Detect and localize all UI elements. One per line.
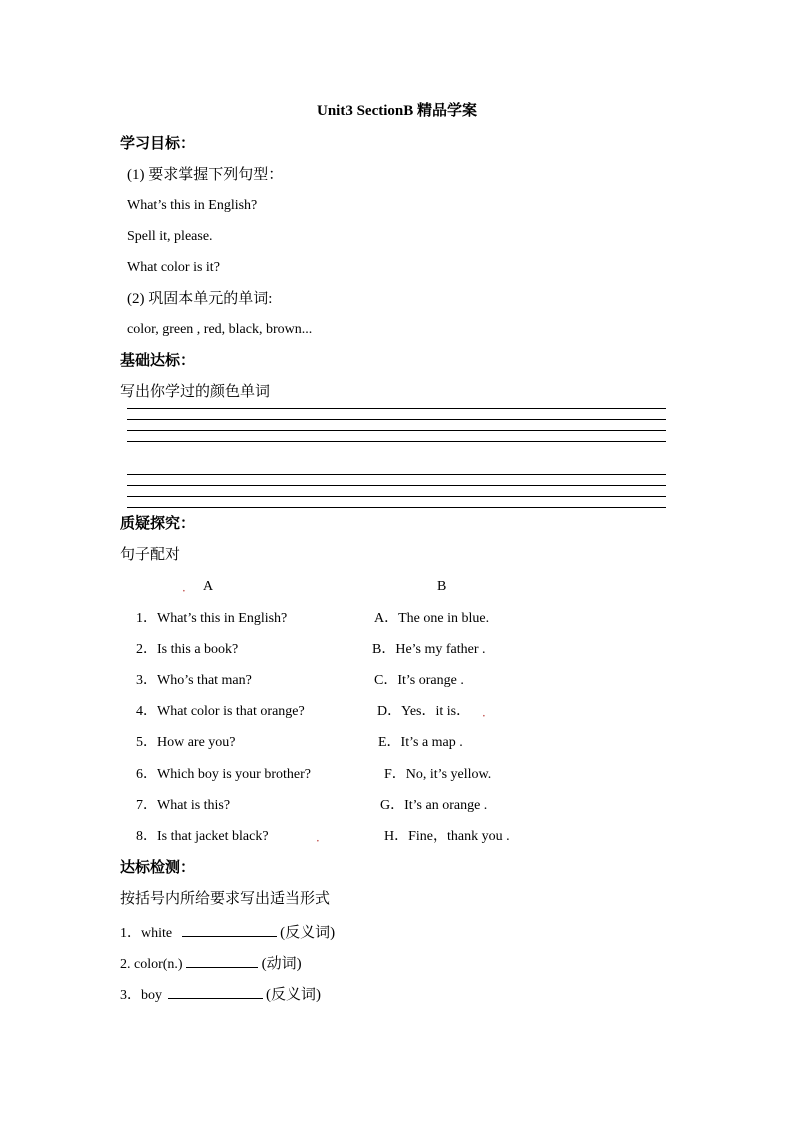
column-b-header: B	[437, 579, 447, 594]
page-title: Unit3 SectionB 精品学案	[316, 103, 477, 119]
mark-dot: ．	[316, 830, 329, 844]
sentence-1: What’s this in English?	[127, 198, 258, 213]
writing-line	[127, 474, 666, 475]
test-item-prefix: 2. color(n.)	[120, 957, 183, 972]
test-item-suffix: (反义词)	[266, 987, 321, 1003]
inquiry-prompt: 句子配对	[120, 547, 181, 563]
answer-blank[interactable]	[182, 924, 277, 937]
question-2: 2．Is this a book?	[136, 642, 239, 657]
answer-f: F．No, it’s yellow.	[384, 767, 492, 782]
writing-line	[127, 430, 666, 431]
question-3: 3．Who’s that man?	[136, 673, 252, 688]
basics-heading: 基础达标：	[120, 353, 196, 369]
answer-h: H．Fine，thank you .	[384, 829, 510, 844]
sentence-2: Spell it, please.	[127, 229, 213, 244]
test-item-suffix: (动词)	[261, 956, 302, 972]
objective-2-label: (2) 巩固本单元的单词:	[127, 291, 273, 307]
answer-blank[interactable]	[186, 955, 258, 968]
question-7: 7．What is this?	[136, 798, 231, 813]
answer-a: A．The one in blue.	[374, 611, 490, 626]
objective-1-label: (1) 要求掌握下列句型：	[127, 167, 284, 183]
inquiry-heading: 质疑探究：	[120, 516, 196, 532]
writing-line	[127, 408, 666, 409]
test-item-1	[120, 924, 335, 941]
question-5: 5．How are you?	[136, 735, 236, 750]
column-a-header: A	[203, 579, 214, 594]
answer-e: E．It’s a map .	[378, 735, 463, 750]
test-item-prefix: 1．white	[120, 926, 176, 941]
test-item-suffix: (反义词)	[280, 925, 336, 941]
question-1: 1．What’s this in English?	[136, 611, 288, 626]
test-prompt: 按括号内所给要求写出适当形式	[120, 891, 331, 907]
answer-g: G．It’s an orange .	[380, 798, 488, 813]
writing-line	[127, 485, 666, 486]
answer-d: D．Yes．it is．	[377, 704, 471, 719]
question-6: 6．Which boy is your brother?	[136, 767, 311, 782]
test-item-3	[120, 986, 321, 1003]
test-heading: 达标检测：	[120, 860, 196, 876]
question-4: 4．What color is that orange?	[136, 704, 305, 719]
mark-dot: ．	[482, 705, 495, 719]
word-list: color, green , red, black, brown...	[127, 322, 313, 337]
answer-b: B．He’s my father .	[372, 642, 486, 657]
test-item-2	[120, 955, 302, 972]
test-item-prefix: 3．boy	[120, 988, 166, 1003]
answer-blank[interactable]	[168, 986, 263, 999]
basics-prompt: 写出你学过的颜色单词	[120, 384, 271, 400]
objectives-heading: 学习目标：	[120, 136, 196, 152]
mark-dot: ．	[182, 580, 195, 594]
answer-c: C．It’s orange .	[374, 673, 464, 688]
writing-line	[127, 496, 666, 497]
question-8: 8．Is that jacket black?	[136, 829, 269, 844]
writing-line	[127, 441, 666, 442]
sentence-3: What color is it?	[127, 260, 220, 275]
writing-line	[127, 419, 666, 420]
writing-line	[127, 507, 666, 508]
